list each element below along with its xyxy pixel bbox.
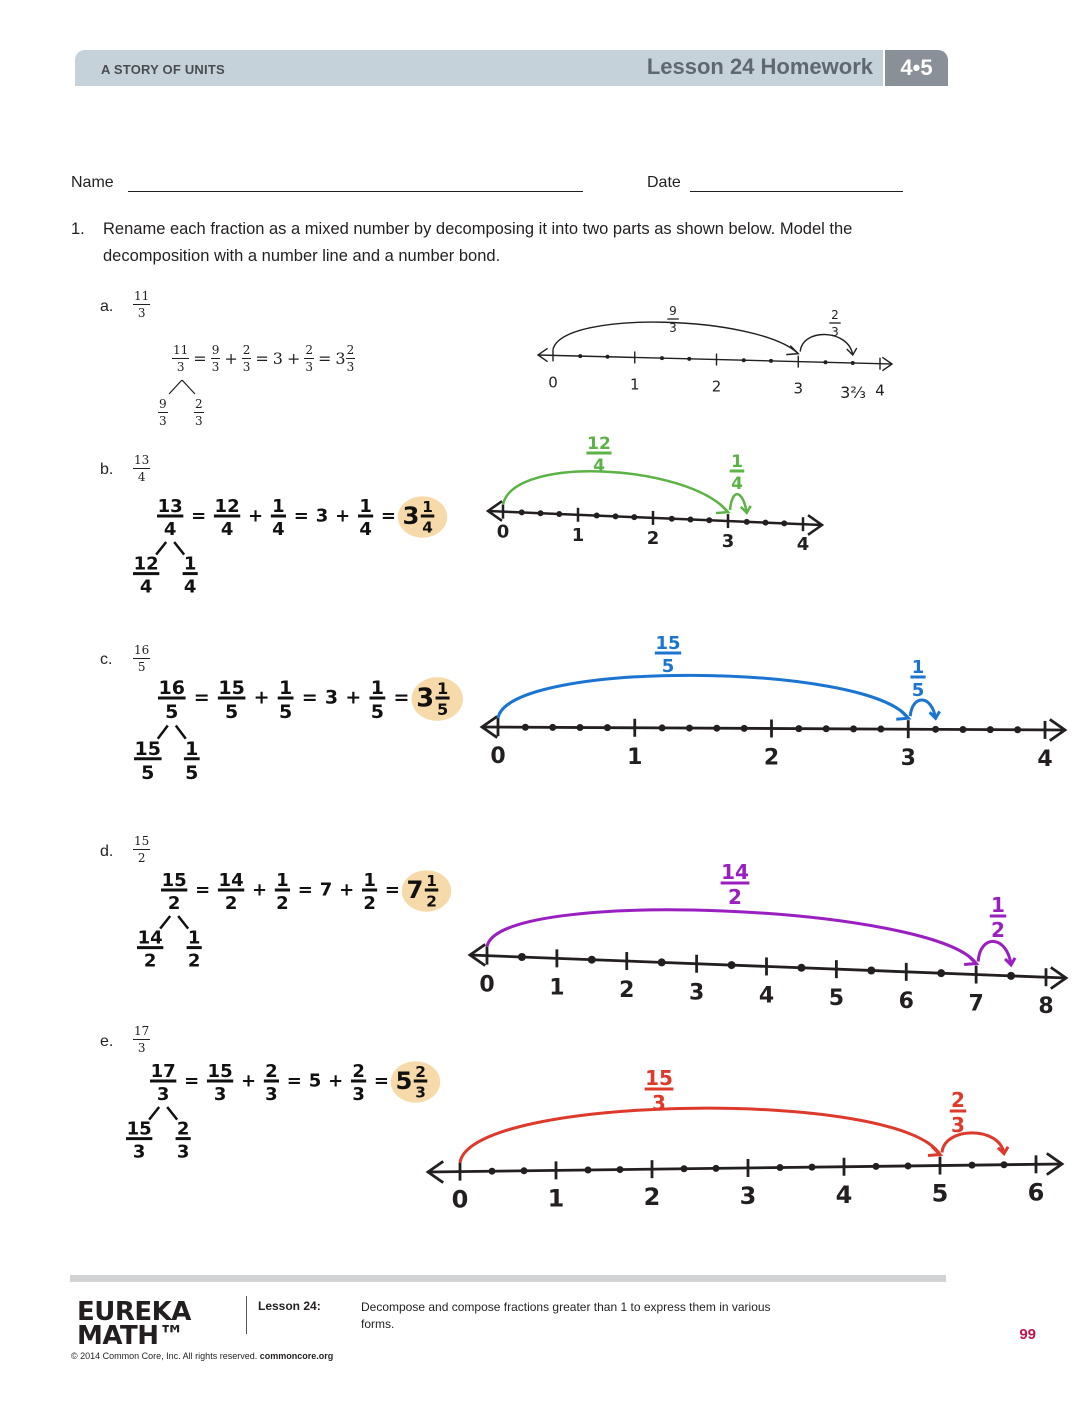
- fraction: [207, 1061, 233, 1105]
- fraction-part-label: [950, 1088, 966, 1137]
- tick-label-8: 8: [1038, 994, 1054, 1020]
- numerator: 1: [426, 872, 437, 890]
- bond-left: [126, 1119, 152, 1163]
- fraction-dot: [1014, 726, 1021, 733]
- denominator: 3: [415, 1083, 426, 1102]
- symbol: +: [240, 1070, 257, 1092]
- denominator: 3: [156, 1084, 170, 1105]
- numerator: 1: [359, 496, 372, 517]
- tick-label-3: 3: [721, 531, 735, 553]
- handwritten-equation-e: [126, 1061, 440, 1163]
- symbol: =: [297, 879, 313, 901]
- fraction-dot: [617, 1166, 624, 1173]
- fraction-dot: [867, 966, 875, 974]
- denominator: 3: [652, 1091, 666, 1115]
- fraction-dot: [681, 1165, 688, 1172]
- part-letter: d.: [100, 843, 114, 860]
- fraction: [264, 1061, 279, 1105]
- whole-part-arrowhead: [716, 504, 728, 513]
- fraction-part-label: [910, 657, 925, 701]
- fraction-dot: [781, 520, 787, 526]
- axis-line: [482, 727, 1065, 730]
- fraction-dot: [1001, 1161, 1008, 1168]
- tick-label-2: 2: [619, 978, 635, 1004]
- fraction-dot: [631, 514, 637, 520]
- number-line-a: [538, 304, 892, 400]
- numerator: 1: [731, 452, 743, 472]
- tick-label-4: 4: [875, 381, 885, 400]
- fraction-dot: [669, 516, 675, 522]
- fraction-part-label: [990, 893, 1006, 942]
- whole-part-label: [721, 860, 750, 909]
- given-fraction: $\frac{17}{3}$: [134, 1024, 150, 1055]
- fraction: [157, 496, 183, 540]
- numerator: 2: [352, 1061, 365, 1082]
- denominator: 2: [143, 950, 157, 972]
- fraction-dot: [613, 513, 619, 519]
- numerator: 15: [161, 870, 187, 891]
- denominator: 4: [359, 519, 372, 540]
- numerator: 14: [721, 860, 749, 884]
- tick-label-2: 2: [646, 527, 660, 549]
- tick-label-3: 3: [739, 1181, 757, 1210]
- tick-label-3: 3: [793, 379, 804, 398]
- denominator: 4: [220, 519, 234, 540]
- numerator: 1: [183, 553, 197, 575]
- denominator: 3: [213, 1084, 227, 1105]
- denominator: 2: [426, 892, 437, 911]
- tick-label-5: 5: [931, 1179, 949, 1208]
- denominator: 5: [911, 680, 925, 701]
- numerator: 1: [363, 870, 376, 891]
- tick-label-4: 4: [758, 983, 775, 1009]
- fraction-dot: [688, 516, 694, 522]
- fraction: [271, 496, 286, 540]
- tick-label-1: 1: [627, 744, 643, 770]
- fraction-dot: [660, 356, 664, 360]
- numerator: 14: [137, 927, 163, 949]
- lesson-title: Lesson 24 Homework: [646, 54, 873, 79]
- whole-part-arrowhead: [896, 710, 908, 719]
- answer-whole: 3: [416, 683, 435, 714]
- fraction-dot: [987, 726, 994, 733]
- tick-label-1: 1: [571, 524, 585, 546]
- bond-right: [176, 1119, 191, 1163]
- tick-label-2: 2: [643, 1183, 661, 1212]
- tick-label-2: 2: [711, 377, 722, 396]
- fraction-dot: [659, 724, 666, 731]
- fraction-dot: [686, 725, 693, 732]
- numerator: 2: [951, 1088, 965, 1112]
- symbol: =: [286, 1070, 302, 1092]
- numerator: 1: [276, 870, 289, 891]
- given-fraction: $\frac{13}{4}$: [134, 453, 150, 484]
- footer-divider: [246, 1296, 247, 1334]
- fraction-dot: [518, 953, 526, 961]
- symbol: +: [251, 879, 268, 901]
- denominator: 4: [731, 474, 743, 494]
- fraction-dot: [824, 360, 828, 364]
- whole-part-arrowhead: [964, 956, 976, 965]
- fraction-dot: [556, 511, 562, 517]
- fraction-dot: [905, 1162, 912, 1169]
- numerator: 1: [370, 677, 385, 699]
- denominator: 5: [185, 761, 199, 784]
- fraction-dot: [521, 1167, 528, 1174]
- problem-text: Rename each fraction as a mixed number by decomposing it into two parts as shown below. Model the decomposition with a number line and a number bond.: [103, 220, 853, 265]
- numerator: 1: [991, 893, 1005, 917]
- date-label: Date: [647, 174, 681, 191]
- denominator: 5: [661, 656, 675, 677]
- part-letter: e.: [100, 1033, 114, 1050]
- whole-part-arc: [460, 1108, 940, 1162]
- symbol: =: [184, 1070, 200, 1092]
- denominator: 3: [669, 321, 677, 335]
- name-label: Name: [71, 174, 114, 191]
- fraction: [214, 496, 240, 540]
- denominator: 3: [132, 1141, 146, 1163]
- denominator: 4: [272, 519, 285, 540]
- series-title: A STORY OF UNITS: [101, 62, 225, 77]
- denominator: 4: [163, 519, 177, 540]
- endpoint-label: 3⅔: [840, 383, 866, 402]
- symbol: =: [373, 1070, 390, 1092]
- fraction: [278, 677, 294, 723]
- denominator: 3: [352, 1084, 365, 1105]
- fraction-dot: [713, 725, 720, 732]
- fraction-dot: [873, 1163, 880, 1170]
- numerator: 16: [158, 677, 186, 699]
- footer-description: Decompose and compose fractions greater than 1 to express them in various forms.: [361, 1300, 771, 1331]
- fraction-dot: [932, 726, 939, 733]
- symbol: =: [380, 505, 397, 527]
- bond-lines: [149, 1107, 177, 1120]
- numerator: 12: [133, 553, 159, 575]
- fraction-dot: [519, 509, 525, 515]
- given-fraction: $\frac{11}{3}$: [134, 289, 150, 320]
- numerator: 13: [157, 496, 183, 517]
- denominator: 2: [224, 893, 238, 914]
- denominator: 3: [951, 1113, 965, 1137]
- fraction-dot: [578, 354, 582, 358]
- numerator: 12: [214, 496, 240, 517]
- part-letter: b.: [100, 461, 114, 478]
- numerator: 2: [265, 1061, 278, 1082]
- part-letter: c.: [100, 651, 113, 668]
- denominator: 5: [370, 701, 385, 723]
- lhs-fraction: $\frac{11}{3}$: [173, 343, 189, 374]
- tick-label-1: 1: [547, 1184, 565, 1213]
- fraction-dot: [823, 725, 830, 732]
- numerator: 1: [436, 679, 449, 698]
- fraction-dot: [706, 517, 712, 523]
- denominator: 2: [276, 893, 289, 914]
- fraction: [150, 1061, 176, 1105]
- whole-part-arc: [498, 675, 908, 718]
- numerator: 15: [655, 633, 681, 654]
- denominator: 2: [728, 885, 742, 909]
- denominator: 2: [363, 893, 376, 914]
- numerator: 1: [422, 498, 433, 516]
- numerator: 1: [911, 657, 925, 678]
- bond-lines: [156, 542, 184, 555]
- numerator: 14: [218, 870, 244, 891]
- bond-left-fraction: $\frac{9}{3}$: [159, 397, 167, 428]
- numerator: 2: [415, 1063, 426, 1081]
- fraction: [358, 496, 373, 540]
- fraction: [158, 677, 186, 723]
- symbol: =: [393, 686, 410, 709]
- number-line-b: [488, 434, 822, 555]
- numerator: 2: [831, 308, 839, 322]
- symbol: =: [301, 686, 318, 709]
- fraction-dot: [604, 724, 611, 731]
- given-fraction: $\frac{15}{2}$: [134, 834, 150, 865]
- tick-label-0: 0: [496, 521, 510, 543]
- bond-right-fraction: $\frac{2}{3}$: [195, 397, 203, 428]
- fraction-dot: [795, 725, 802, 732]
- bond-right: [183, 554, 198, 598]
- whole-number: 3: [272, 349, 283, 368]
- fraction: [218, 677, 246, 723]
- fraction-dot: [549, 724, 556, 731]
- handwritten-equation-b: [133, 496, 447, 598]
- fraction-dot: [585, 1166, 592, 1173]
- tick-label-1: 1: [629, 375, 640, 394]
- numerator: 15: [645, 1066, 673, 1090]
- tick-label-0: 0: [490, 744, 506, 770]
- numerator: 15: [207, 1061, 233, 1082]
- part-letter: a.: [100, 298, 114, 315]
- whole-part-label: [667, 304, 678, 335]
- numerator: 9: [669, 304, 677, 318]
- axis-line: [538, 355, 892, 364]
- symbol: 5: [308, 1070, 322, 1092]
- denominator: 2: [991, 918, 1005, 942]
- given-fraction: $\frac{16}{5}$: [134, 643, 150, 674]
- tick-label-2: 2: [763, 745, 780, 771]
- tick-label-4: 4: [1037, 746, 1053, 772]
- numerator: 1: [272, 496, 285, 517]
- symbol: +: [335, 505, 351, 527]
- symbol: 3: [315, 505, 329, 527]
- number-line-d: [470, 860, 1066, 1019]
- fraction: [161, 870, 187, 914]
- denominator: 5: [165, 701, 179, 723]
- tick-label-1: 1: [549, 975, 565, 1001]
- bond-right: [187, 928, 202, 972]
- bond-left: [133, 554, 159, 598]
- symbol: +: [328, 1070, 344, 1092]
- whole-part-label: [586, 434, 611, 476]
- fraction-dot: [763, 520, 769, 526]
- fraction-dot: [538, 510, 544, 516]
- numerator: 2: [176, 1118, 190, 1140]
- bond-lines: [158, 726, 186, 739]
- denominator: 4: [422, 518, 433, 537]
- symbol: =: [293, 505, 309, 527]
- denominator: 5: [141, 761, 155, 784]
- fraction-dot: [588, 956, 596, 964]
- fraction-part-label: [829, 308, 840, 339]
- fraction-dot: [877, 726, 884, 733]
- denominator: 3: [265, 1084, 278, 1105]
- fraction-part-label: [730, 452, 745, 494]
- fraction-dot: [959, 726, 966, 733]
- fraction-dot: [969, 1162, 976, 1169]
- numerator: 15: [218, 677, 245, 699]
- fraction: [362, 870, 377, 914]
- symbol: +: [345, 686, 362, 709]
- denominator: 5: [225, 701, 239, 723]
- denominator: 3: [831, 325, 839, 339]
- symbol: +: [339, 879, 355, 901]
- fraction: [351, 1061, 366, 1105]
- fraction-dot: [687, 357, 691, 361]
- numerator: 1: [187, 927, 201, 949]
- fraction-dot: [777, 1164, 784, 1171]
- footer-bar: [70, 1275, 946, 1282]
- fraction: [218, 870, 244, 914]
- denominator: 2: [187, 950, 201, 972]
- denominator: 5: [436, 700, 449, 720]
- numerator: 12: [587, 434, 611, 454]
- symbol: +: [247, 505, 264, 527]
- answer-fraction: [414, 1063, 427, 1101]
- whole-part-arrowhead: [928, 1147, 940, 1156]
- whole-part-arc: [487, 910, 976, 964]
- part2-fraction: $\frac{2}{3}$: [242, 343, 251, 374]
- fraction-dot: [744, 519, 750, 525]
- tick-label-5: 5: [828, 986, 845, 1012]
- denominator: 4: [593, 456, 605, 476]
- number-line-e: [428, 1066, 1062, 1214]
- answer-whole: 5: [395, 1066, 413, 1095]
- fraction-dot: [658, 958, 666, 966]
- answer-fraction: [421, 498, 434, 536]
- fraction-dot: [489, 1168, 496, 1175]
- tick-label-0: 0: [479, 972, 495, 998]
- fraction-dot: [797, 964, 805, 972]
- fraction: [370, 677, 386, 723]
- fraction-dot: [1007, 972, 1015, 980]
- fraction-dot: [809, 1164, 816, 1171]
- denominator: 4: [183, 576, 197, 598]
- numerator: 1: [185, 737, 199, 760]
- symbol: =: [193, 686, 210, 709]
- fraction-dot: [577, 724, 584, 731]
- fraction-dot: [850, 725, 857, 732]
- fraction-dot: [851, 361, 855, 365]
- bond-left: [137, 928, 163, 972]
- fraction-dot: [606, 355, 610, 359]
- tick-label-7: 7: [968, 991, 984, 1017]
- tick-label-0: 0: [451, 1185, 469, 1214]
- problem-number: 1.: [71, 220, 85, 238]
- whole-part-arc: [503, 471, 728, 512]
- fraction-dot: [937, 969, 945, 977]
- numerator: 15: [134, 737, 162, 760]
- numerator: 1: [278, 677, 293, 699]
- tick-label-3: 3: [688, 980, 705, 1006]
- denominator: 2: [167, 893, 181, 914]
- remainder-fraction: $\frac{2}{3}$: [305, 343, 314, 374]
- fraction-dot: [728, 961, 736, 969]
- fraction-dot: [594, 513, 600, 519]
- copyright: © 2014 Common Core, Inc. All rights reserved. commoncore.org: [71, 1351, 334, 1361]
- fraction-dot: [713, 1165, 720, 1172]
- eureka-logo: EUREKA MATH™: [77, 1297, 191, 1351]
- tick-label-4: 4: [835, 1180, 853, 1209]
- symbol: +: [253, 686, 270, 709]
- denominator: 3: [176, 1141, 190, 1163]
- tick-label-3: 3: [900, 746, 916, 772]
- tick-label-6: 6: [1027, 1178, 1045, 1207]
- handwritten-equation-d: [137, 870, 451, 972]
- fraction-dot: [769, 359, 773, 363]
- page-number: 99: [1019, 1326, 1036, 1343]
- answer-fraction: [436, 679, 450, 719]
- fraction-dot: [522, 724, 529, 731]
- numerator: 15: [126, 1118, 152, 1140]
- symbol: =: [191, 505, 207, 527]
- number-line-c: [482, 633, 1065, 772]
- whole-part-label: [655, 633, 681, 677]
- fraction: [275, 870, 290, 914]
- symbol: 7: [319, 879, 333, 901]
- bond-lines: [160, 916, 188, 929]
- bond-left: [134, 738, 162, 784]
- tick-label-4: 4: [796, 534, 810, 556]
- example-equation: $\frac{11}{3}$ = $\frac{9}{3}$ + $\frac{2}{3}$ = 3 + $\frac{2}{3}$ = 3 $\frac{2}{3}$: [173, 343, 355, 374]
- tick-label-0: 0: [548, 373, 558, 392]
- tick-label-6: 6: [898, 988, 914, 1014]
- footer-lesson: Lesson 24:: [258, 1299, 321, 1313]
- symbol: 3: [324, 686, 339, 709]
- symbol: =: [195, 879, 211, 901]
- fraction-dot: [742, 358, 746, 362]
- answer-whole: 7: [406, 875, 424, 904]
- bond-right: [184, 738, 200, 784]
- mixed-number: 3 $\frac{2}{3}$: [335, 343, 355, 374]
- denominator: 4: [139, 576, 153, 598]
- answer-fraction: [425, 872, 438, 910]
- numerator: 17: [150, 1061, 176, 1082]
- symbol: =: [384, 879, 401, 901]
- answer-whole: 3: [402, 501, 420, 530]
- part1-fraction: $\frac{9}{3}$: [211, 343, 220, 374]
- denominator: 5: [278, 701, 293, 723]
- fraction-dot: [741, 725, 748, 732]
- module-badge: 4•5: [885, 50, 948, 86]
- fraction-part-arc: [800, 335, 853, 355]
- handwritten-equation-c: [134, 677, 463, 784]
